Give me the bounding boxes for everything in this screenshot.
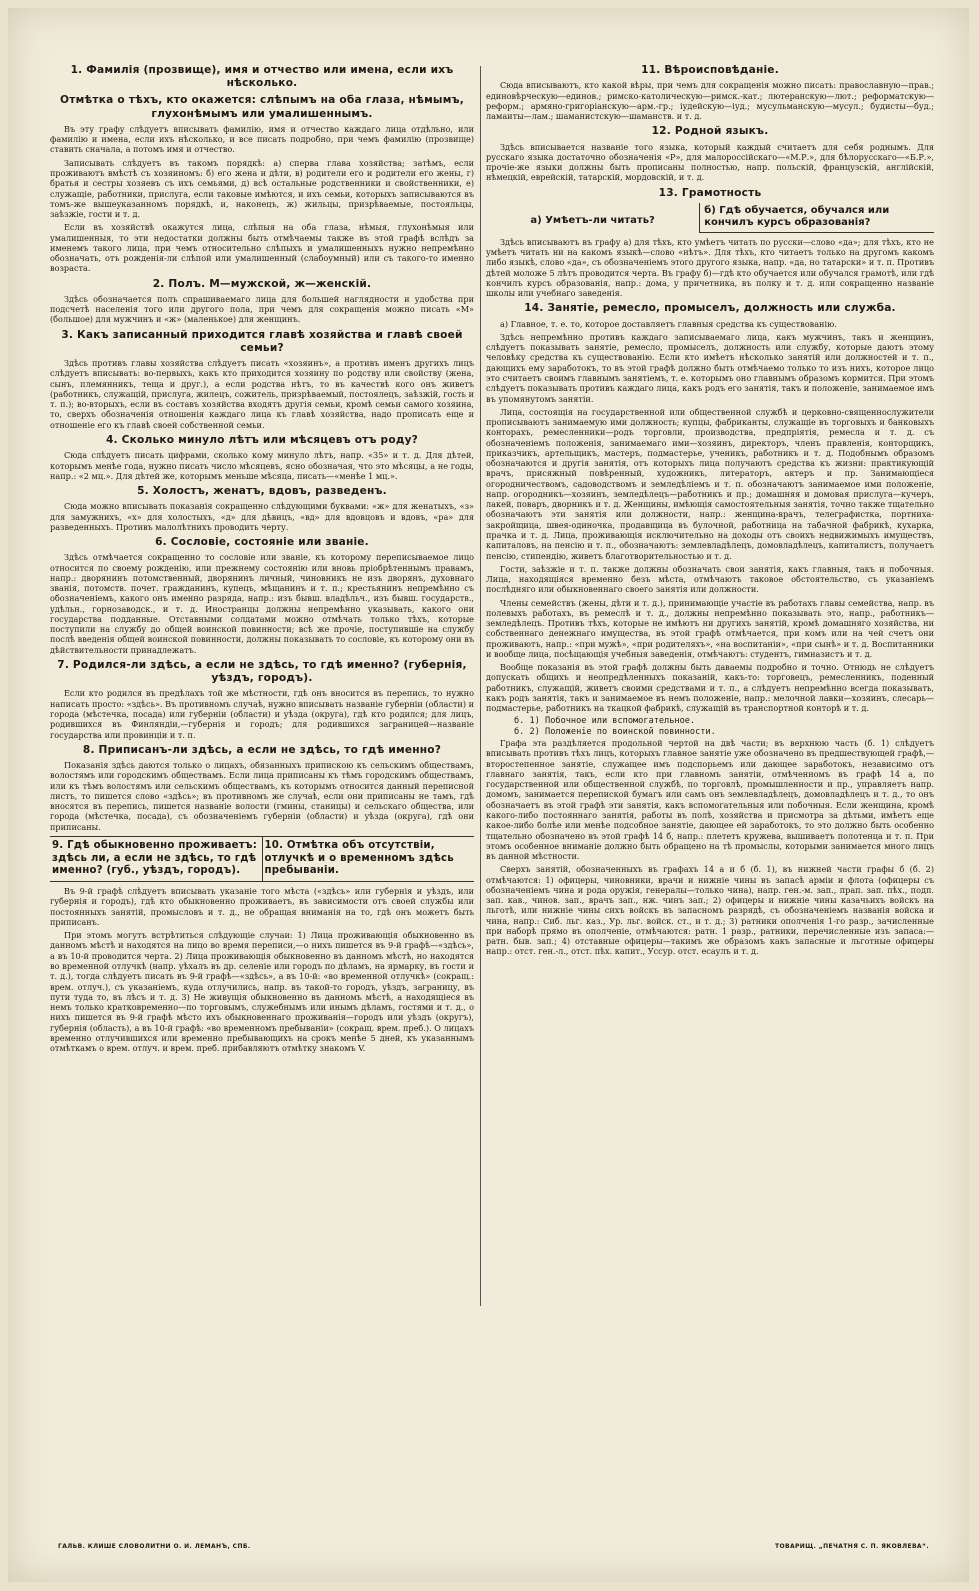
paragraph: Сверхъ занятій, обозначенныхъ въ графахъ 14 а и б (б. 1), въ нижней части графы б (б. 2) отмѣчаются: 1) офицеры, чиновники, врачи и нижніе чины въ запасѣ арміи и флота (офицеры съ обозначеніемъ чина и рода оружія, генералы—только чина), напр. ген.-м. зап., прап. зап. пѣх., подп. зап. кав., чинов. зап., врачъ зап., нж. чинъ зап.; 2) офицеры и нижніе чины казачьихъ войскъ на льготѣ, или нижніе чины сихъ войскъ въ запасномъ разрядѣ, съ обозначеніемъ названія войска и чина, напр.: Сиб. льг. каз., Ур. льг. войск. ст., и т. д.; 3) ратники ополченія 1-го разр., зачисленные при наборѣ прямо въ ополченіе, отмѣчаются: ратн. 1 разр., ратники, перечисленные изъ запаса:—ратн. быв. зап.; 4) отставные офицеры—такимъ же образомъ какъ запасные и льготные офицеры напр.: отст. ген.-л., отст. пѣх. капит., Уссур. отст. есаулъ и т. д. bbox=[486, 864, 934, 957]
split-heading-cell: 10. Отмѣтка объ отсутствіи, отлучкѣ и о временномъ здѣсь пребываніи. bbox=[264, 839, 454, 877]
paragraph: Сюда вписываютъ, кто какой вѣры, при чемъ для сокращенія можно писать: православную—прав.; единовѣрческую—единов.; римско-католическую—римск.-кат.; лютеранскую—лют.; реформатскую—реформ.; армяно-григоріанскую—арм.-гр.; іудейскую—іуд.; мусульманскую—мусул.; будисты—буд.; ламаиты—лам.; шаманистскую—шаманств. и т. д. bbox=[486, 80, 934, 122]
paragraph: Здѣсь вписывается названіе того языка, который каждый считаетъ для себя роднымъ. Для русскаго языка достаточно обозначенія «Р», для малороссійскаго—«М.Р.», для бѣлорусскаго—«Б.Р.», прочіе-же языки должны быть прописаны полностью, напр. польскій, французскій, англійскій, нѣмецкій, еврейскій, татарскій, мордовскій, и т. д. bbox=[486, 141, 934, 183]
paragraph: Графа эта раздѣляется продольной чертой на двѣ части; въ верхнюю часть (б. 1) слѣдуетъ вписывать противъ тѣхъ лицъ, которыхъ главное занятіе уже обозначено въ предшествующей графѣ,—второстепенное занятіе, служащее имъ подспорьемъ или дающее заработокъ, независимо отъ главнаго занятія, такъ, если кто при главномъ занятіи, отмѣченномъ въ графѣ 14 а, по государственной или общественной службѣ, по торговлѣ, промышленности и пр., управляетъ напр. домомъ, занимается перепиской бумагъ или самъ онъ землевладѣлецъ, домовладѣлецъ и т. д., то онъ обозначаетъ въ этой графѣ эти занятія, какъ вспомогательныя или побочныя. Если женщина, кромѣ какого-либо постояннаго занятія, работы въ полѣ, хозяйства и присмотра за дѣтьми, имѣетъ еще какое-либо болѣе или менѣе подсобное занятіе, дающее ей заработокъ, то это должно быть особенно тщательно обозначено въ этой графѣ 14 б, напр.: плететъ кружева, вышиваетъ полотенца и т. п. При этомъ особенное вниманіе должно быть обращено на тѣ промыслы, которыми занимается много лицъ въ данной мѣстности. bbox=[486, 738, 934, 862]
section-heading: 2. Полъ. М—мужской, ж—женскій. bbox=[152, 277, 372, 290]
split-heading bbox=[50, 836, 474, 882]
section-heading: 5. Холостъ, женатъ, вдовъ, разведенъ. bbox=[137, 485, 387, 498]
split-heading-cell: 9. Гдѣ обыкновенно проживаетъ: здѣсь ли, а если не здѣсь, то гдѣ именно? (губ., уѣздъ, городъ). bbox=[52, 839, 257, 877]
paragraph: Здѣсь противъ главы хозяйства слѣдуетъ писать «хозяинъ», а противъ именъ другихъ лицъ слѣдуетъ вписывать: во-первыхъ, какъ кто приходится хозяину по родству или свойству (жена, сынъ, племянникъ, теща и друг.), а если родства нѣтъ, то въ качествѣ кого онъ живетъ (работникъ, служащій, прислуга, жилецъ, сожитель, призрѣваемый, постоялецъ, заѣзжій, гость и т. п.); во-вторыхъ, если въ составъ хозяйства входятъ другія семьи, кромѣ семьи самого хозяина, то, сверхъ обозначенія отношенія каждаго лица къ главѣ хозяйства, надо прописать еще и отношеніе его къ главѣ своей собственной семьи. bbox=[50, 358, 474, 430]
paragraph: Члены семействъ (жены, дѣти и т. д.), принимающіе участіе въ работахъ главы семейства, напр. въ полевыхъ работахъ, въ ремеслѣ и т. д., должны непремѣнно показывать это, напр., работникъ—земледѣлецъ. Противъ тѣхъ, которые не имѣютъ ни другихъ занятій, кромѣ домашняго хозяйства, ни собственнаго денежнаго имущества, въ этой графѣ отмѣчается, при комъ или на чей счетъ они проживаютъ, напр.: «при мужѣ», «при родителяхъ», «на воспитаніи», «при сынѣ» и т. д. Воспитанники и вообще лица, посѣщающія учебныя заведенія, отмѣчаютъ: студентъ, гимназистъ и т. д. bbox=[486, 597, 934, 659]
paragraph: Вообще показанія въ этой графѣ должны быть даваемы подробно и точно. Отнюдь не слѣдуетъ допускать общихъ и неопредѣленныхъ показаній, какъ-то: торговецъ, ремесленникъ, поденный работникъ, служащій, живетъ своими средствами и т. п., а слѣдуетъ непремѣнно всегда показывать, какъ родъ занятія, такъ и занимаемое въ немъ положеніе, напр.: мелочной лавки—хозяинъ, слесарь—подмастерье, работникъ на ткацкой фабрикѣ, служащій въ транспортной конторѣ и т. д. bbox=[486, 662, 934, 714]
subsection-point: б. 2) Положеніе по воинской повинности. bbox=[514, 727, 716, 738]
subsection-points bbox=[486, 716, 934, 738]
section-heading: 14. Занятіе, ремесло, промыселъ, должность или служба. bbox=[524, 302, 896, 315]
paragraph: Записывать слѣдуетъ въ такомъ порядкѣ: а) сперва глава хозяйства; затѣмъ, если проживаютъ вмѣстѣ съ хозяиномъ: б) его жена и дѣти, в) родители его и родители его жены, г) братья и сестры хозяевъ съ ихъ семьями, д) всѣ остальные родственники и свойственники, е) служащіе, работники, прислуга, если таковые имѣются, и ихъ семьи, которыхъ записываются въ томъ-же вышеуказанномъ порядкѣ, и, наконецъ, ж) жильцы, призрѣваемые, постояльцы, заѣзжіе, гости и т. д. bbox=[50, 157, 474, 220]
section-heading: 4. Сколько минуло лѣтъ или мѣсяцевъ отъ роду? bbox=[105, 434, 419, 447]
paragraph: Сюда можно вписывать показанія сокращенно слѣдующими буквами: «ж» для женатыхъ, «з» для замужнихъ, «х» для холостыхъ, «д» для дѣвицъ, «вд» для вдовцовъ и вдовъ, «ра» для разведенныхъ. Противъ малолѣтнихъ проводить черту. bbox=[50, 501, 474, 532]
paragraph: Здѣсь непремѣнно противъ каждаго записываемаго лица, какъ мужчинъ, такъ и женщинъ, слѣдуетъ показывать занятіе, ремесло, промыселъ, должность или службу, которые даютъ этому человѣку средства къ существованію. Если кто имѣетъ нѣсколько занятій или должностей и т. п., дающихъ ему заработокъ, то въ этой графѣ должно быть отмѣчаемо только то изъ нихъ, которое лицо это считаетъ своимъ главнымъ занятіемъ, т. е. которымъ оно главнымъ образомъ кормится. При этомъ слѣдуетъ показывать противъ каждаго лица, какъ родъ его занятія, такъ и положеніе, занимаемое имъ въ упомянутомъ занятіи. bbox=[486, 331, 934, 404]
paragraph: Здѣсь отмѣчается сокращенно то сословіе или званіе, къ которому переписываемое лицо относится по своему рожденію, или прежнему состоянію или вновь пріобрѣтеннымъ правамъ, напр.: дворянинъ потомственный, дворянинъ личный, чиновникъ не изъ дворянъ, духовнаго званія, потомств. почет. гражданинъ, купецъ, мѣщанинъ и т. п.; крестьянинъ непремѣнно съ обозначеніемъ, какого онъ именно разряда, напр.: изъ бывш. владѣльч., изъ бывш. государств., удѣльн., горнозаводск., и т. д. Иностранцы должны непремѣнно указывать, какого они государства подданные. Отставными солдатами можно отмѣчать только тѣхъ, которые поступили на службу до общей воинской повинности; всѣ же прочіе, поступившіе на службу послѣ введенія общей воинской повинности, должны показывать то сословіе, къ которому они въ дѣйствительности принадлежатъ. bbox=[50, 552, 474, 655]
section-heading: 3. Какъ записанный приходится главѣ хозяйства и главѣ своей семьи? bbox=[61, 328, 463, 354]
right-column bbox=[486, 60, 934, 960]
section-heading: 1. Фамилія (прозвище), имя и отчество или имена, если ихъ нѣсколько. bbox=[70, 64, 454, 90]
footer-printer-credit: ТОВАРИЩ. „ПЕЧАТНЯ С. П. ЯКОВЛЕВА“. bbox=[774, 1543, 929, 1550]
paragraph: Гости, заѣзжіе и т. п. также должны обозначать свои занятія, какъ главныя, такъ и побочныя. Лица, находящіяся временно безъ мѣста, отмѣчаютъ таковое обстоятельство, съ указаніемъ послѣдняго или обыкновеннаго своего занятія или должности. bbox=[486, 563, 934, 595]
paragraph: Сюда слѣдуетъ писать цифрами, сколько кому минуло лѣтъ, напр. «35» и т. д. Для дѣтей, которымъ менѣе года, нужно писать число мѣсяцевъ, ясно обозначая, что это мѣсяцы, а не годы, напр.: «2 мц.». Для дѣтей же, которымъ меньше мѣсяца, писать—«менѣе 1 мц.». bbox=[50, 450, 474, 481]
literacy-subheadings bbox=[486, 203, 934, 233]
subsection-point: б. 1) Побочное или вспомогательное. bbox=[514, 716, 696, 727]
literacy-subheading: а) Умѣетъ-ли читать? bbox=[530, 214, 655, 226]
section-heading: 6. Сословіе, состояніе или званіе. bbox=[155, 536, 369, 549]
paragraph: Лица, состоящія на государственной или общественной службѣ и церковно-священнослужители прописываютъ занимаемую ими должность; купцы, фабриканты, служащіе въ торговыхъ и банковыхъ конторахъ, ремесленники—родъ торговли, производства, предпріятія, ремесла и т. д. съ обозначеніемъ положенія, занимаемаго ими—хозяинъ, директоръ, членъ правленія, конторщикъ, приказчикъ, артельщикъ, мастеръ, подмастерье, ученикъ, работникъ и т. д. Подобнымъ образомъ обозначаются и другія занятія, отъ которыхъ лица получаютъ средства къ жизни: практикующій врачъ, присяжный повѣренный, художникъ, литераторъ, актеръ и пр. Занимающіеся огородничествомъ, садоводствомъ и земледѣліемъ и т. п. обозначаютъ занимаемое ими положеніе, напр. огородникъ—хозяинъ, земледѣлецъ—работникъ и пр.; домашняя и домовая прислуга—кучеръ, лакей, поваръ, дворникъ и т. д. Женщины, имѣющія самостоятельныя занятія, точно также тщательно обозначаютъ эти занятія или должности, напр.: женщина-врачъ, телеграфистка, портниха-закройщица, швея-одиночка, продавщица въ булочной, работница на табачной фабрикѣ, кухарка, прачка и т. д. Лица, проживающія исключительно на доходы отъ своихъ недвижимыхъ имуществъ, капиталовъ, на пенсію и т. п., обозначаютъ: землевладѣлецъ, домовладѣлецъ, капиталистъ, получаетъ пенсію, стипендію, живетъ благотворительностью и т. д. bbox=[486, 406, 934, 561]
left-column bbox=[50, 60, 474, 1056]
section-heading: 12. Родной языкъ. bbox=[651, 125, 769, 138]
paragraph: Здѣсь вписываютъ въ графу а) для тѣхъ, кто умѣетъ читать по русски—слово «да»; для тѣхъ, кто не умѣетъ читать ни на какомъ языкѣ—слово «нѣтъ». Для тѣхъ, кто читаетъ только на другомъ какомъ либо языкѣ, слово «да», съ обозначеніемъ этого другого языка, напр. «да, но татарски» и т. п. Противъ дѣтей моложе 5 лѣтъ проводится черта. Въ графу б)—гдѣ кто обучается или обучался грамотѣ, или гдѣ кончилъ курсъ образованія, напр.: дома, у причетника, въ полку и т. д. или сокращенно названіе школы или учебнаго заведенія. bbox=[486, 236, 934, 299]
paragraph: При этомъ могутъ встрѣтиться слѣдующіе случаи: 1) Лица проживающія обыкновенно въ данномъ мѣстѣ и находятся на лицо во время переписи,—о нихъ пишется въ 9-й графѣ—«здѣсь», а въ 10-й проводится черта. 2) Лица проживающія обыкновенно въ данномъ мѣстѣ, но находятся во временной отлучкѣ (напр. уѣхалъ въ др. селеніе или городъ по дѣламъ, на ярмарку, въ гости и т. д.), тогда слѣдуетъ писать въ 9-й графѣ—«здѣсь», а въ 10-й: «во временной отлучкѣ» (сокращ.: врем. отлуч.), съ указаніемъ, куда отлучились, напр. въ такой-то городъ, уѣздъ, заграницу, въ пути туда то, въ лѣсъ и т. д. 3) Не живущія обыкновенно въ данномъ мѣстѣ, а находящіеся въ немъ только кратковременно—по торговымъ, служебнымъ или инымъ дѣламъ, гостями и т. д., о нихъ пишется въ 9-й графѣ мѣсто ихъ обыкновеннаго проживанія—городъ или уѣздъ (округъ), губернія (область), а въ 10-й графѣ: «во временномъ пребываніи» (сокращ. врем. преб.). О лицахъ временно отлучившихся или временно пребывающихъ на срокъ менѣе 5 дней, къ указаннымъ отмѣткамъ о врем. отлуч. и врем. преб. прибавляютъ отмѣтку знакомъ V. bbox=[50, 930, 474, 1054]
paragraph: Въ 9-й графѣ слѣдуетъ вписывать указаніе того мѣста («здѣсь» или губернія и уѣздъ, или губернія и городъ), гдѣ кто обыкновенно проживаетъ, въ зависимости отъ своей службы или постоянныхъ занятій, промысловъ и т. д., не обращая вниманія на то, гдѣ онъ можетъ быть приписанъ. bbox=[50, 886, 474, 927]
section-heading: Отмѣтка о тѣхъ, кто окажется: слѣпымъ на оба глаза, нѣмымъ, глухонѣмымъ или умалишеннымъ. bbox=[60, 94, 464, 120]
footer-typefoundry-credit: ГАЛЬВ. КЛИШЕ СЛОВОЛИТНИ О. И. ЛЕМАНЪ, СПБ. bbox=[58, 1543, 251, 1550]
section-heading: 8. Приписанъ-ли здѣсь, а если не здѣсь, то гдѣ именно? bbox=[82, 743, 442, 756]
census-instruction-sheet bbox=[8, 8, 969, 1582]
paragraph: а) Главное, т. е. то, которое доставляетъ главныя средства къ существованію. bbox=[500, 318, 837, 329]
paragraph: Если въ хозяйствѣ окажутся лица, слѣпыя на оба глаза, нѣмыя, глухонѣмыя или умалишенныя, то эти недостатки должны быть отмѣчаемы также въ этой графѣ вслѣдъ за именемъ такого лица, при чемъ относительно слѣпыхъ и умалишенныхъ нужно непремѣнно обозначать, отъ рожденія-ли слѣпой или умалишенный (слабоумный) или съ такого-то именно возраста. bbox=[50, 222, 474, 274]
column-divider bbox=[480, 66, 481, 1306]
paragraph: Въ эту графу слѣдуетъ вписывать фамилію, имя и отчество каждаго лица отдѣльно, или фамилію и имена, если ихъ нѣсколько, и все писать подробно, при чемъ фамилію (прозвище) ставить сначала, а потомъ имя и отчество. bbox=[50, 123, 474, 155]
literacy-subheading: б) Гдѣ обучается, обучался или кончилъ курсъ образованія? bbox=[699, 203, 934, 233]
paragraph: Здѣсь обозначается полъ спрашиваемаго лица для большей наглядности и удобства при подсчетѣ населенія того или другого пола, при чемъ для сокращенія можно писать «М» (большое) для мужчинъ и «ж» (маленькое) для женщинъ. bbox=[50, 293, 474, 325]
section-heading: 11. Вѣроисповѣданіе. bbox=[641, 64, 779, 76]
paragraph: Показанія здѣсь даются только о лицахъ, обязанныхъ припискою къ сельскимъ обществамъ, волостямъ или городскимъ обществамъ. Если лица приписаны къ тѣмъ городскимъ обществамъ, или къ тѣмъ волостямъ или сельскимъ обществамъ, къ которымъ относится данный переписной листъ, то пишется слово «здѣсь»; въ противномъ же случаѣ, если они приписаны не тамъ, гдѣ вносятся въ перепись, пишется названіе волости (гмины, станицы) и сельскаго общества, или города (мѣстечка, посада), съ обозначеніемъ губерніи (области) и уѣзда (округа), гдѣ они приписаны. bbox=[50, 760, 474, 832]
section-heading: 7. Родился-ли здѣсь, а если не здѣсь, то гдѣ именно? (губернія, уѣздъ, городъ). bbox=[57, 658, 467, 685]
section-heading: 13. Грамотность bbox=[658, 186, 762, 199]
paragraph: Если кто родился въ предѣлахъ той же мѣстности, гдѣ онъ вносится въ перепись, то нужно написать просто: «здѣсь». Въ противномъ случаѣ, нужно вписывать названіе губерніи (области) и города (мѣстечка, посада) или губерніи (области) и уѣзда (округа), гдѣ кто родился; для лицъ, родившихся въ Финляндіи,—губернія и городъ; для родившихся заграницей—названіе государства или провинціи и т. п. bbox=[50, 688, 474, 740]
